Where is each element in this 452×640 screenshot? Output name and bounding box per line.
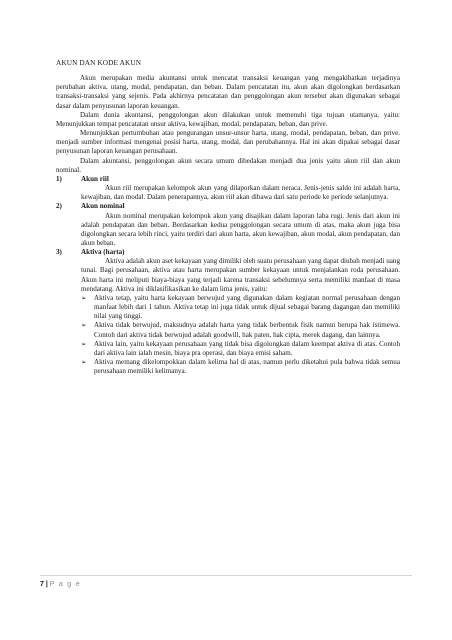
akun-riil-text: Akun riil merupakan kelompok akun yang dilaporkan dalam neraca. Jenis-jenis saldo ini adalah harta, kewajiban, dan modal. Dalam penerapannya, akun riil akan dibawa dari satu periode ke periode selanjutnya. xyxy=(81,184,400,202)
list-item xyxy=(81,340,400,358)
arrow-bullet-icon: ➢ xyxy=(81,293,87,302)
page-content xyxy=(56,58,400,376)
heading-number: 2) xyxy=(56,202,62,211)
heading-akun-nominal xyxy=(56,202,400,211)
footer-separator: | xyxy=(45,581,48,588)
list-item-text: Aktiva tidak berwujud, maksudnya adalah harta yang tidak berbentuk fisik namun berupa hak istimewa. Contoh dari aktiva tidak berwujud adalah goodwill, hak paten, hak cipta, merek dagang, dan lainnya. xyxy=(94,321,400,339)
heading-aktiva xyxy=(56,248,400,257)
intro-paragraph-1: Akun merupakan media akuntansi untuk mencatat transaksi keuangan yang mengakibatkan terjadinya perubahan aktiva, utang, modal, pendapatan, dan beban. Dalam pencatatan itu, akun akan digolongkan berdasarkan transaksi-transaksi yang sejenis. Pada akhirnya pencatatan dan penggolongan akun tersebut akan digunakan sebagai dasar dalam penyusunan laporan keuangan. xyxy=(56,74,400,110)
akun-nominal-text: Akun nominal merupakan kelompok akun yang disajikan dalam laporan laba rugi. Jenis dari akun ini adalah pendapatan dan beban. Berdasarkan kedua penggolongan secara umum di atas, maka akun juga bisa digolongkan secara lebih rinci, yaitu terdiri dari akun harta, akun kewajiban, akun modal, akun pendapatan, dan akun beban. xyxy=(81,211,400,247)
heading-number: 1) xyxy=(56,174,62,183)
page-label: P a g e xyxy=(49,581,81,588)
footer-divider xyxy=(40,575,412,576)
list-item xyxy=(81,294,400,321)
arrow-bullet-icon: ➢ xyxy=(81,339,87,348)
list-item xyxy=(81,321,400,339)
heading-label: Akun nominal xyxy=(81,202,125,211)
list-item-text: Aktiva memang dikelompokkan dalam kelima hal di atas, namun perlu diketahui pula bahwa tidak semua perusahaan memiliki kelimanya. xyxy=(94,358,400,376)
page-number: 7 xyxy=(40,581,44,588)
aktiva-text: Aktiva adalah akun aset kekayaan yang dimiliki oleh suatu perusahaan yang dapat diubah menjadi uang tunai. Bagi perusahaan, aktiva atau harta merupakan sumber kekayaan untuk menjalankan roda perusahaan. Akun harta ini meliputi biaya-biaya yang terjadi karena transaksi sebelumnya serta memiliki manfaat di masa mendatang. Aktiva ini diklasifikasikan ke dalam lima jenis, yaitu: xyxy=(81,257,400,293)
heading-label: Aktiva (harta) xyxy=(81,248,125,257)
heading-number: 3) xyxy=(56,248,62,257)
list-item-text: Aktiva tetap, yaitu harta kekayaan berwujud yang digunakan dalam kegiatan normal perusahaan dengan manfaat lebih dari 1 tahun. Aktiva tetap ini juga tidak untuk dijual sebagai barang dagangan dan memiliki nilai yang tinggi. xyxy=(94,293,400,321)
arrow-bullet-icon: ➢ xyxy=(81,358,87,366)
page-footer xyxy=(40,581,81,588)
heading-label: Akun riil xyxy=(81,174,109,183)
arrow-bullet-icon: ➢ xyxy=(81,321,87,330)
intro-paragraph-2: Dalam dunia akuntansi, penggolongan akun dilakukan untuk memenuhi tiga tujuan utamanya, yaitu: Menunjukkan tempat pencatatan unsur aktiva, kewajiban, modal, pendapatan, beban, dan prive. xyxy=(56,110,400,128)
aktiva-bullet-list xyxy=(81,294,400,376)
intro-paragraph-4: Dalam akuntansi, penggolongan akun secara umum dibedakan menjadi dua jenis yaitu akun riil dan akun nominal. xyxy=(56,156,400,174)
list-item xyxy=(81,358,400,376)
list-item-text: Aktiva lain, yaitu kekayaan perusahaan yang tidak bisa digolongkan dalam keempat aktiva di atas. Contoh dari aktiva lain ialah mesin, biaya pra operasi, dan biaya emisi saham. xyxy=(94,339,400,357)
intro-paragraph-3: Menunjukkan pertumbuhan atau pengurangan unsur-unsur harta, utang, modal, pendapatan, beban, dan prive. menjadi sumber informasi mengenai posisi harta, utang, modal, dan perubahannya. Hal ini akan dipakai sebagai dasar penyusunan laporan keuangan perusahaan. xyxy=(56,129,400,156)
section-title: AKUN DAN KODE AKUN xyxy=(56,58,142,67)
heading-akun-riil xyxy=(56,175,400,184)
